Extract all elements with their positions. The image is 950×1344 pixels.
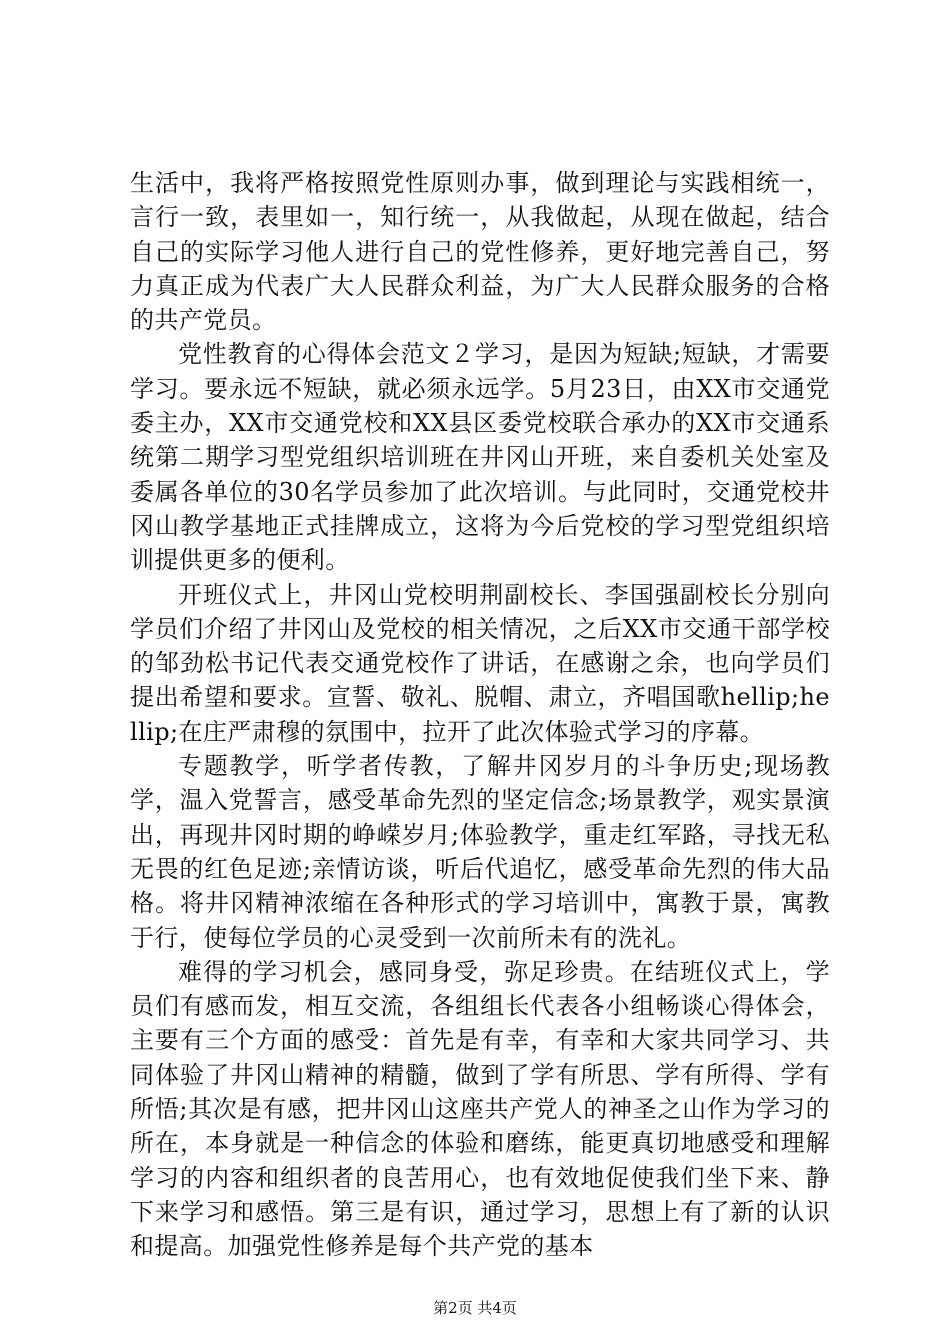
page-footer: 第2页 共4页 (433, 1299, 517, 1317)
document-body (130, 166, 830, 1264)
paragraph-closing-ceremony: 难得的学习机会，感同身受，弥足珍贵。在结班仪式上，学员们有感而发，相互交流，各组组长代表各小组畅谈心得体会，主要有三个方面的感受：首先是有幸，有幸和大家共同学习、共同体验了井冈山精神的精髓，做到了学有所思、学有所得、学有所悟;其次是有感，把井冈山这座共产党人的神圣之山作为学习的所在，本身就是一种信念的体验和磨练，能更真切地感受和理解学习的内容和组织者的良苦用心，也有效地促使我们坐下来、静下来学习和感悟。第三是有识，通过学习，思想上有了新的认识和提高。加强党性修养是每个共产党的基本 (130, 957, 830, 1261)
paragraph-sample-essay-intro: 党性教育的心得体会范文２学习，是因为短缺;短缺，才需要学习。要永远不短缺，就必须永远学。5月23日，由XX市交通党委主办，XX市交通党校和XX县区委党校联合承办的XX市交通系统第二期学习型党组织培训班在井冈山开班，来自委机关处室及委属各单位的30名学员参加了此次培训。与此同时，交通党校井冈山教学基地正式挂牌成立，这将为今后党校的学习型党组织培训提供更多的便利。 (130, 340, 830, 575)
paragraph-special-teaching: 专题教学，听学者传教，了解井冈岁月的斗争历史;现场教学，温入党誓言，感受革命先烈的坚定信念;场景教学，观实景演出，再现井冈时期的峥嵘岁月;体验教学，重走红军路，寻找无私无畏的红色足迹;亲情访谈，听后代追忆，感受革命先烈的伟大品格。将井冈精神浓缩在各种形式的学习培训中，寓教于景，寓教于行，使每位学员的心灵受到一次前所未有的洗礼。 (130, 752, 830, 952)
paragraph-continuation: 生活中，我将严格按照党性原则办事，做到理论与实践相统一，言行一致，表里如一，知行统一，从我做起，从现在做起，结合自己的实际学习他人进行自己的党性修养，更好地完善自己，努力真正成为代表广大人民群众利益，为广大人民群众服务的合格的共产党员。 (130, 169, 830, 335)
paragraph-opening-ceremony: 开班仪式上，井冈山党校明荆副校长、李国强副校长分别向学员们介绍了井冈山及党校的相关情况，之后XX市交通干部学校的邹劲松书记代表交通党校作了讲话，在感谢之余，也向学员们提出希望和要求。宣誓、敬礼、脱帽、肃立，齐唱国歌hellip;hellip;在庄严肃穆的氛围中，拉开了此次体验式学习的序幕。 (130, 580, 830, 746)
